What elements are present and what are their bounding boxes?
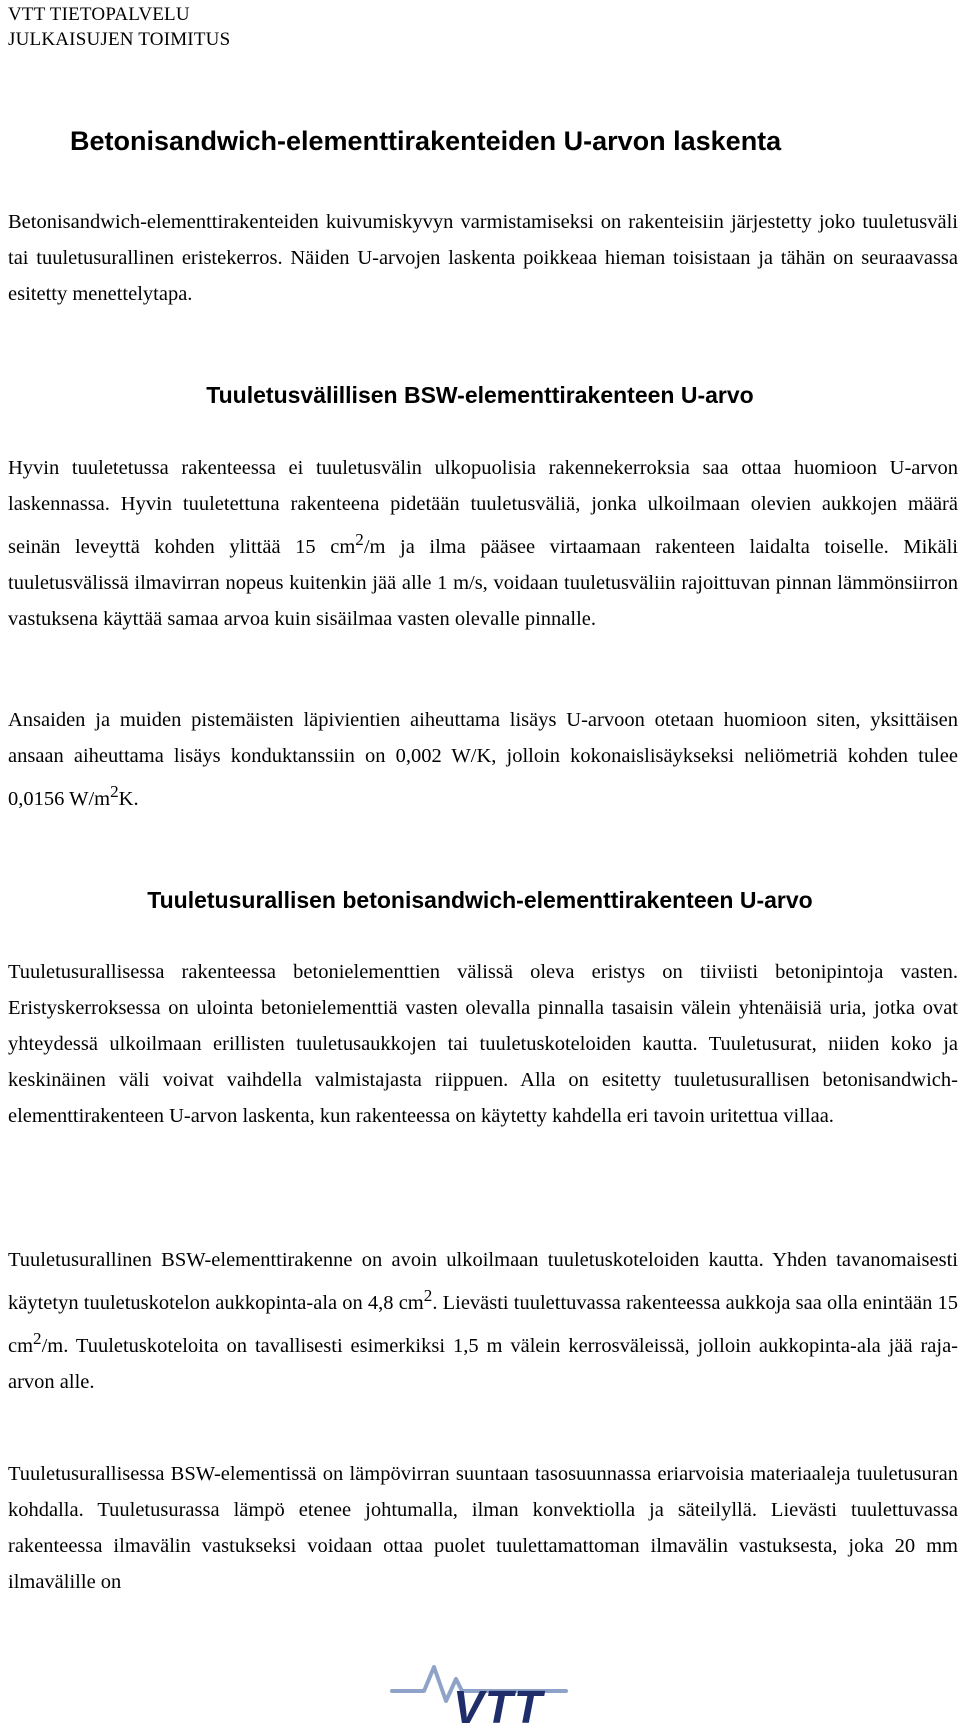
superscript: 2 xyxy=(423,1286,433,1305)
section-heading-ventilated-gap: Tuuletusvälillisen BSW-elementtirakenteen U-arvo xyxy=(206,382,754,408)
logo-wordmark: VTT xyxy=(453,1681,543,1729)
document-header xyxy=(8,2,230,52)
intro-paragraph: Betonisandwich-elementtirakenteiden kuivumiskyvyn varmistamiseksi on rakenteisiin järjestetty joko tuuletusväli tai tuuletusurallinen eristekerros. Näiden U-arvojen laskenta poikkeaa hieman toisistaan ja tähän on seuraavassa esitetty menettelytapa. xyxy=(8,211,958,305)
paragraph-well-ventilated xyxy=(8,450,958,637)
paragraph-ventilation-boxes xyxy=(8,1242,958,1400)
text-run: Ansaiden ja muiden pistemäisten läpivientien aiheuttama lisäys U-arvoon otetaan huomioon siten, yksittäisen ansaan aiheuttama lisäys konduktanssiin on 0,002 W/K, jolloin kokonaislisäykseksi neliömetriä kohden tulee 0,0156 W/m xyxy=(8,709,958,810)
paragraph-heat-transfer: Tuuletusurallisessa BSW-elementissä on lämpövirran suuntaan tasosuunnassa eriarvoisia materiaaleja tuuletusuran kohdalla. Tuuletusurassa lämpö etenee johtumalla, ilman konvektiolla ja säteilyllä. Lievästi tuulettuvassa rakenteessa ilmavälin vastukseksi voidaan ottaa puolet tuulettamattoman ilmavälin vastuksesta, joka 20 mm ilmavälille on xyxy=(8,1463,958,1593)
header-organization: VTT TIETOPALVELU xyxy=(8,4,190,25)
vtt-logo-icon xyxy=(390,1645,570,1729)
text-run: Tuuletusurallinen BSW-elementtirakenne on avoin ulkoilmaan tuuletuskoteloiden kautta. Yhden tavanomaisesti käytetyn tuuletuskotelon aukkopinta-ala on 4,8 cm xyxy=(8,1249,958,1314)
document-title: Betonisandwich-elementtirakenteiden U-arvon laskenta xyxy=(70,126,782,156)
text-run: Hyvin tuuletetussa rakenteessa ei tuuletusvälin ulkopuolisia rakennekerroksia saa ottaa huomioon U-arvon laskennassa. Hyvin tuuletettuna rakenteena pidetään tuuletusväliä, jonka ulkoilmaan olevien aukkojen määrä seinän leveyttä kohden ylittää 15 cm xyxy=(8,457,958,558)
paragraph-anchors xyxy=(8,702,958,817)
section-heading-ventilation-grooves: Tuuletusurallisen betonisandwich-elementtirakenteen U-arvo xyxy=(147,887,813,913)
superscript: 2 xyxy=(33,1328,42,1348)
header-department: JULKAISUJEN TOIMITUS xyxy=(8,29,231,50)
text-run: /m. Tuuletuskoteloita on tavallisesti esimerkiksi 1,5 m välein kerrosväleissä, jolloin aukkopinta-ala jää raja-arvon alle. xyxy=(8,1334,958,1393)
text-run: . Lievästi tuulettuvassa rakenteessa aukkoja saa olla enintään 15 cm xyxy=(8,1291,958,1357)
superscript: 2 xyxy=(355,530,364,549)
superscript: 2 xyxy=(110,782,119,801)
text-run: K. xyxy=(118,787,139,810)
paragraph-grooved-structure: Tuuletusurallisessa rakenteessa betonielementtien välissä oleva eristys on tiiviisti betonipintoja vasten. Eristyskerroksessa on ulointa betonielementtiä vasten olevalla pinnalla tasaisin välein yhtenäisiä uria, jotka ovat yhteydessä ulkoilmaan erillisten tuuletusaukkojen tai tuuletuskoteloiden kautta. Tuuletusurat, niiden koko ja keskinäinen väli voivat vaihdella valmistajasta riippuen. Alla on esitetty tuuletusurallisen betonisandwich-elementtirakenteen U-arvon laskenta, kun rakenteessa on käytetty kahdella eri tavoin uritettua villaa. xyxy=(8,961,958,1127)
text-run: /m ja ilma pääsee virtaamaan rakenteen laidalta toiselle. Mikäli tuuletusvälissä ilmavirran nopeus kuitenkin jää alle 1 m/s, voidaan tuuletusväliin rajoittuvan pinnan lämmönsiirron vastuksena käyttää samaa arvoa kuin sisäilmaa vasten olevalle pinnalle. xyxy=(8,535,958,630)
